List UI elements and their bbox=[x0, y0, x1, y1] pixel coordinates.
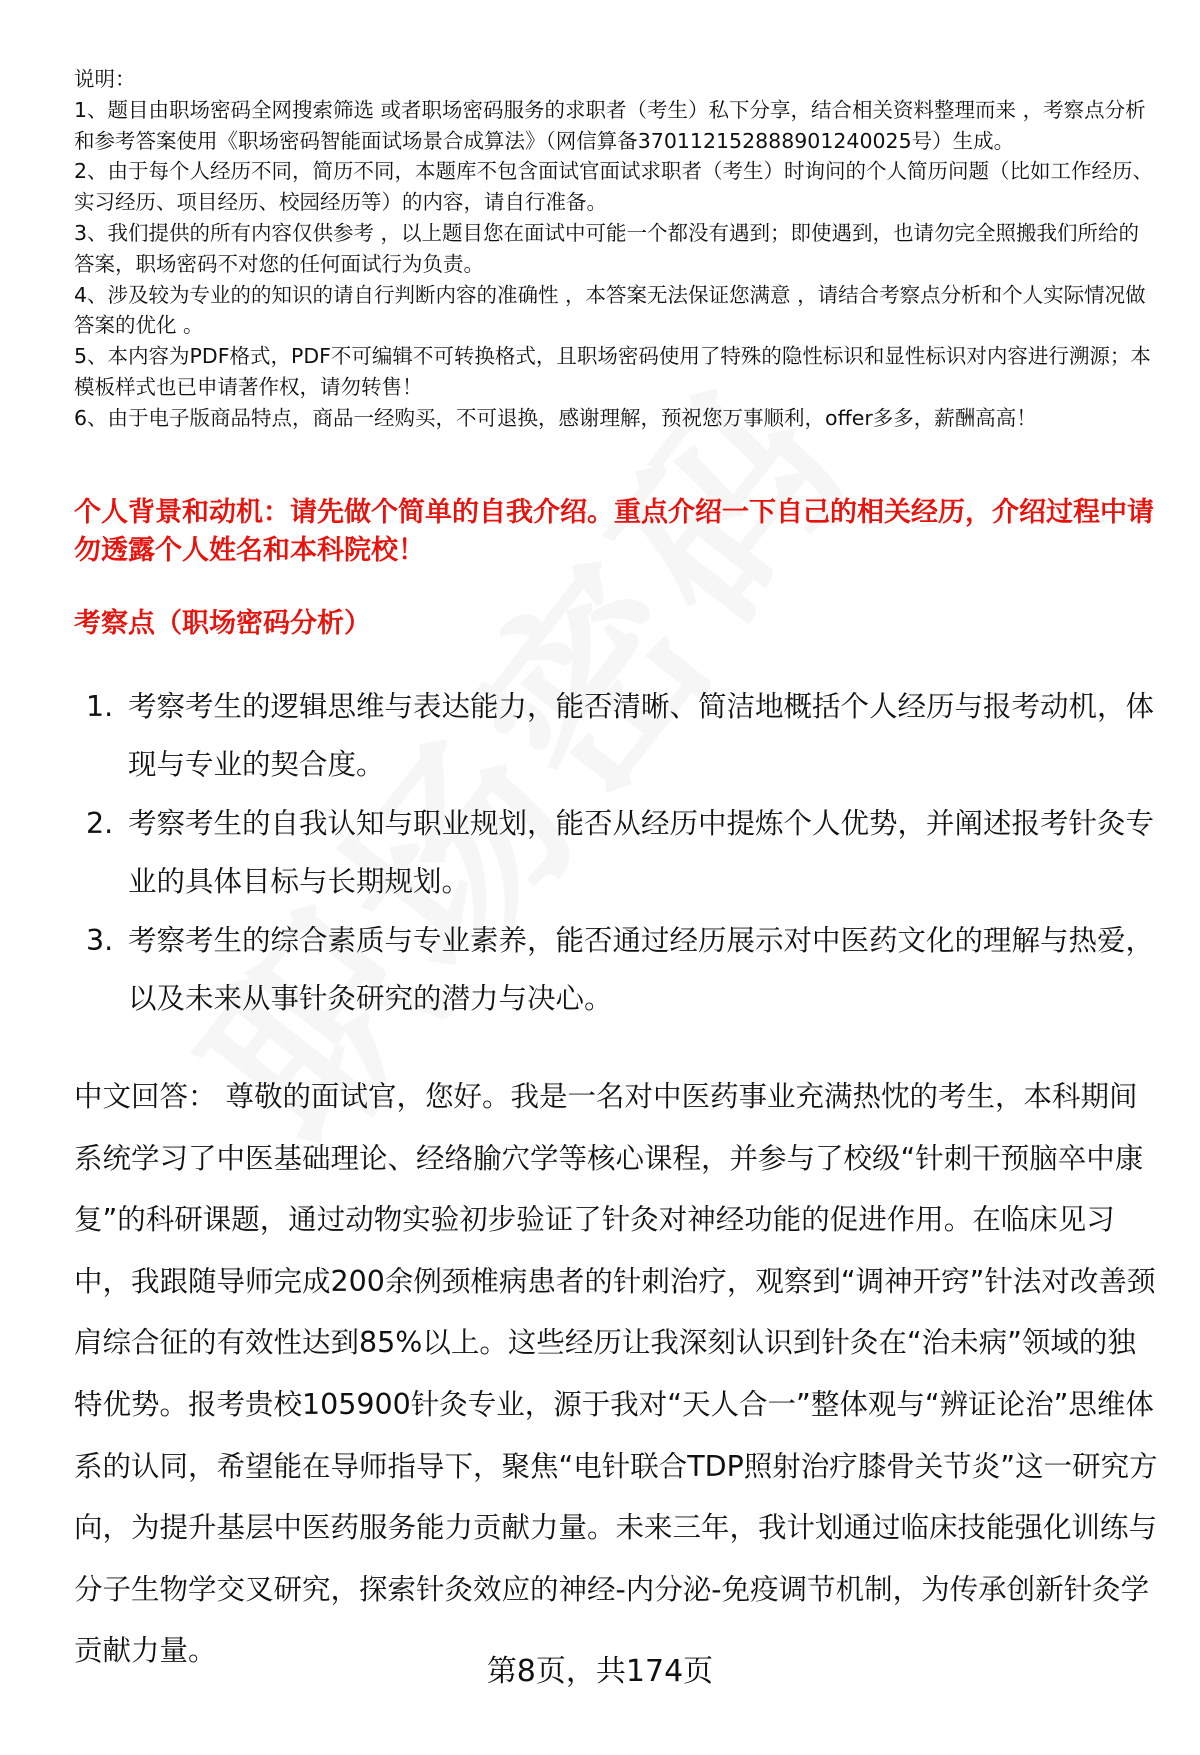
analysis-point bbox=[74, 678, 1154, 794]
analysis-point bbox=[74, 795, 1154, 911]
question-heading: 个人背景和动机：请先做个简单的自我介绍。重点介绍一下自己的相关经历，介绍过程中请勿透露个人姓名和本科院校！ bbox=[74, 497, 1154, 566]
point-text: 考察考生的综合素质与专业素养，能否通过经历展示对中医药文化的理解与热爱，以及未来从事针灸研究的潜力与决心。 bbox=[128, 924, 1155, 1015]
notes-item: 3、我们提供的所有内容仅供参考 ，以上题目您在面试中可能一个都没有遇到；即使遇到，也请勿完全照搬我们所给的答案，职场密码不对您的任何面试行为负责。 bbox=[74, 220, 1140, 276]
notes-item: 4、涉及较为专业的的知识的请自行判断内容的准确性 ，本答案无法保证您满意 ，请结合考察点分析和个人实际情况做答案的优化 。 bbox=[74, 282, 1146, 338]
notes-block bbox=[74, 64, 1154, 434]
point-text: 考察考生的自我认知与职业规划，能否从经历中提炼个人优势，并阐述报考针灸专业的具体目标与长期规划。 bbox=[128, 807, 1155, 898]
notes-item: 5、本内容为PDF格式，PDF不可编辑不可转换格式，且职场密码使用了特殊的隐性标识和显性标识对内容进行溯源；本模板样式也已申请著作权，请勿转售！ bbox=[74, 344, 1151, 399]
point-number: 1. bbox=[86, 690, 114, 723]
analysis-title: 考察点（职场密码分析） bbox=[74, 608, 371, 639]
analysis-point bbox=[74, 912, 1154, 1028]
notes-heading: 说明： bbox=[74, 67, 136, 91]
point-number: 2. bbox=[86, 807, 114, 840]
notes-item: 6、由于电子版商品特点，商品一经购买，不可退换，感谢理解，预祝您万事顺利，offer多多，薪酬高高！ bbox=[74, 405, 1037, 430]
notes-item: 1、题目由职场密码全网搜索筛选 或者职场密码服务的求职者（考生）私下分享，结合相关资料整理而来 ，考察点分析和参考答案使用《职场密码智能面试场景合成算法》（网信算备370112152888901240025号）生成。 bbox=[74, 97, 1146, 153]
point-number: 3. bbox=[86, 924, 114, 957]
notes-item: 2、由于每个人经历不同，简历不同，本题库不包含面试官面试求职者（考生）时询问的个人简历问题（比如工作经历、实习经历、项目经历、校园经历等）的内容，请自行准备。 bbox=[74, 159, 1154, 215]
analysis-points bbox=[74, 678, 1154, 1029]
page-number: 第8页，共174页 bbox=[486, 1654, 714, 1689]
answer-text: 中文回答： 尊敬的面试官，您好。我是一名对中医药事业充满热忱的考生，本科期间系统学习了中医基础理论、经络腧穴学等核心课程，并参与了校级“针刺干预脑卒中康复”的科研课题，通过动物实验初步验证了针灸对神经功能的促进作用。在临床见习中，我跟随导师完成200余例颈椎病患者的针刺治疗，观察到“调神开窍”针法对改善颈肩综合征的有效性达到85%以上。这些经历让我深刻认识到针灸在“治未病”领域的独特优势。报考贵校105900针灸专业，源于我对“天人合一”整体观与“辨证论治”思维体系的认同，希望能在导师指导下，聚焦“电针联合TDP照射治疗膝骨关节炎”这一研究方向，为提升基层中医药服务能力贡献力量。未来三年，我计划通过临床技能强化训练与分子生物学交叉研究，探索针灸效应的神经-内分泌-免疫调节机制，为传承创新针灸学贡献力量。 bbox=[74, 1080, 1158, 1668]
point-text: 考察考生的逻辑思维与表达能力，能否清晰、简洁地概括个人经历与报考动机，体现与专业的契合度。 bbox=[128, 690, 1155, 781]
